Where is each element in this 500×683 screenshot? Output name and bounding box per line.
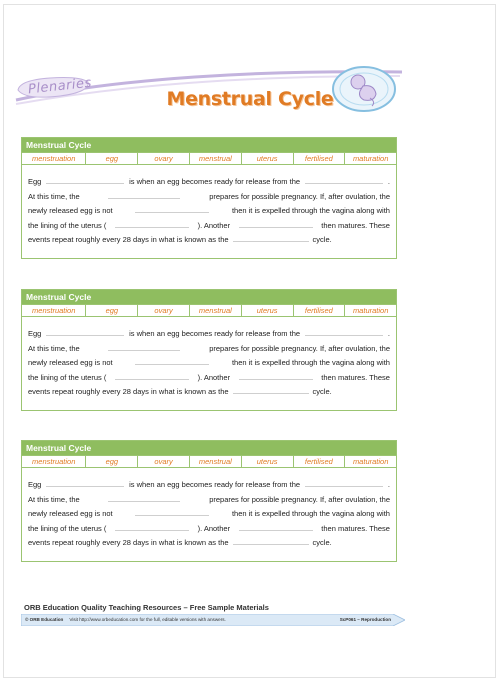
- passage-line: [28, 356, 390, 371]
- passage-text: is when an egg becomes ready for release from the: [129, 480, 301, 489]
- passage-text: newly released egg is not: [28, 358, 113, 368]
- passage-text: then matures. These: [321, 523, 390, 533]
- passage-text: events repeat roughly every 28 days in what is known as the: [28, 387, 229, 397]
- word-bank-item: fertilised: [294, 153, 346, 164]
- answer-blank[interactable]: [135, 204, 209, 213]
- footer-brand: © ORB Education: [25, 617, 64, 622]
- answer-blank[interactable]: [46, 478, 124, 487]
- cloze-passage: [22, 317, 396, 410]
- word-bank-item: ovary: [138, 305, 190, 316]
- footer-title: ORB Education Quality Teaching Resources – Free Sample Materials: [24, 603, 269, 612]
- section-heading: Menstrual Cycle: [22, 138, 396, 152]
- answer-blank[interactable]: [239, 522, 313, 531]
- answer-blank[interactable]: [108, 342, 180, 351]
- section-heading: Menstrual Cycle: [22, 441, 396, 455]
- passage-text: Egg: [28, 329, 42, 338]
- passage-line: [28, 507, 390, 522]
- word-bank: [22, 152, 396, 165]
- answer-blank[interactable]: [233, 385, 309, 394]
- answer-blank[interactable]: [233, 233, 309, 242]
- answer-blank[interactable]: [233, 536, 309, 545]
- passage-text: events repeat roughly every 28 days in what is known as the: [28, 538, 229, 548]
- answer-blank[interactable]: [305, 175, 383, 184]
- answer-blank[interactable]: [305, 478, 383, 487]
- passage-text: is when an egg becomes ready for release from the: [129, 329, 301, 338]
- passage-text: .: [387, 480, 390, 489]
- answer-blank[interactable]: [135, 356, 209, 365]
- word-bank-item: uterus: [242, 456, 294, 467]
- passage-text: then it is expelled through the vagina along with: [231, 509, 390, 519]
- header-swoosh: [0, 0, 500, 130]
- word-bank-item: uterus: [242, 305, 294, 316]
- passage-text: then matures. These: [321, 372, 390, 382]
- word-bank: [22, 304, 396, 317]
- answer-blank[interactable]: [108, 190, 180, 199]
- header: [0, 0, 500, 130]
- passage-line: [28, 175, 390, 190]
- word-bank-item: menstruation: [22, 153, 86, 164]
- word-bank-item: menstrual: [190, 456, 242, 467]
- passage-text: the lining of the uterus (: [28, 372, 107, 382]
- answer-blank[interactable]: [46, 175, 124, 184]
- word-bank-item: egg: [86, 456, 138, 467]
- cloze-passage: [22, 165, 396, 258]
- answer-blank[interactable]: [108, 493, 180, 502]
- plenaries-label: Plenaries: [27, 75, 93, 98]
- passage-line: [28, 233, 390, 248]
- answer-blank[interactable]: [115, 522, 189, 531]
- word-bank-item: ovary: [138, 153, 190, 164]
- worksheet-section-1: [21, 137, 397, 259]
- passage-text: ). Another: [197, 220, 231, 230]
- passage-text: prepares for possible pregnancy. If, after ovulation, the: [209, 343, 390, 353]
- passage-text: .: [387, 177, 390, 186]
- answer-blank[interactable]: [46, 327, 124, 336]
- word-bank-item: fertilised: [294, 305, 346, 316]
- cloze-passage: [22, 468, 396, 561]
- footer-code: ScP061 – Reproduction: [339, 617, 391, 622]
- passage-line: [28, 522, 390, 537]
- word-bank-item: maturation: [352, 306, 389, 315]
- word-bank-item: fertilised: [294, 456, 346, 467]
- answer-blank[interactable]: [305, 327, 383, 336]
- word-bank-item: ovary: [138, 456, 190, 467]
- passage-text: prepares for possible pregnancy. If, after ovulation, the: [209, 494, 390, 504]
- answer-blank[interactable]: [239, 371, 313, 380]
- worksheet-section-2: [21, 289, 397, 411]
- word-bank-item: maturation: [352, 457, 389, 466]
- passage-text: cycle.: [312, 538, 332, 548]
- passage-text: then matures. These: [321, 220, 390, 230]
- passage-text: is when an egg becomes ready for release from the: [129, 177, 301, 186]
- passage-text: ). Another: [197, 523, 231, 533]
- passage-text: newly released egg is not: [28, 509, 113, 519]
- passage-line: [28, 536, 390, 551]
- passage-text: At this time, the: [28, 343, 80, 353]
- passage-text: newly released egg is not: [28, 206, 113, 216]
- word-bank-item: egg: [86, 305, 138, 316]
- passage-line: [28, 385, 390, 400]
- passage-text: then it is expelled through the vagina along with: [231, 358, 390, 368]
- passage-text: then it is expelled through the vagina along with: [231, 206, 390, 216]
- passage-text: the lining of the uterus (: [28, 523, 107, 533]
- passage-line: [28, 478, 390, 493]
- passage-line: [28, 204, 390, 219]
- passage-text: .: [387, 329, 390, 338]
- passage-line: [28, 190, 390, 205]
- passage-text: the lining of the uterus (: [28, 220, 107, 230]
- passage-line: [28, 342, 390, 357]
- answer-blank[interactable]: [115, 219, 189, 228]
- footer-note: [25, 614, 226, 626]
- word-bank-item: maturation: [352, 154, 389, 163]
- answer-blank[interactable]: [115, 371, 189, 380]
- word-bank-item: menstruation: [22, 305, 86, 316]
- passage-text: cycle.: [312, 235, 332, 245]
- passage-line: [28, 327, 390, 342]
- passage-text: Egg: [28, 177, 42, 186]
- passage-text: Egg: [28, 480, 42, 489]
- passage-text: ). Another: [197, 372, 231, 382]
- word-bank: [22, 455, 396, 468]
- passage-text: prepares for possible pregnancy. If, after ovulation, the: [209, 191, 390, 201]
- passage-line: [28, 371, 390, 386]
- word-bank-item: menstrual: [190, 153, 242, 164]
- passage-line: [28, 219, 390, 234]
- word-bank-item: menstruation: [22, 456, 86, 467]
- word-bank-item: menstrual: [190, 305, 242, 316]
- section-heading: Menstrual Cycle: [22, 290, 396, 304]
- answer-blank[interactable]: [239, 219, 313, 228]
- worksheet-section-3: [21, 440, 397, 562]
- passage-text: cycle.: [312, 387, 332, 397]
- page-title: Menstrual Cycle: [166, 88, 334, 110]
- word-bank-item: egg: [86, 153, 138, 164]
- footer-bar: [21, 614, 405, 626]
- footer-url-note: Visit http://www.orbeducation.com for the full, editable versions with answers.: [69, 617, 226, 622]
- answer-blank[interactable]: [135, 507, 209, 516]
- passage-text: At this time, the: [28, 191, 80, 201]
- passage-line: [28, 493, 390, 508]
- passage-text: At this time, the: [28, 494, 80, 504]
- passage-text: events repeat roughly every 28 days in what is known as the: [28, 235, 229, 245]
- word-bank-item: uterus: [242, 153, 294, 164]
